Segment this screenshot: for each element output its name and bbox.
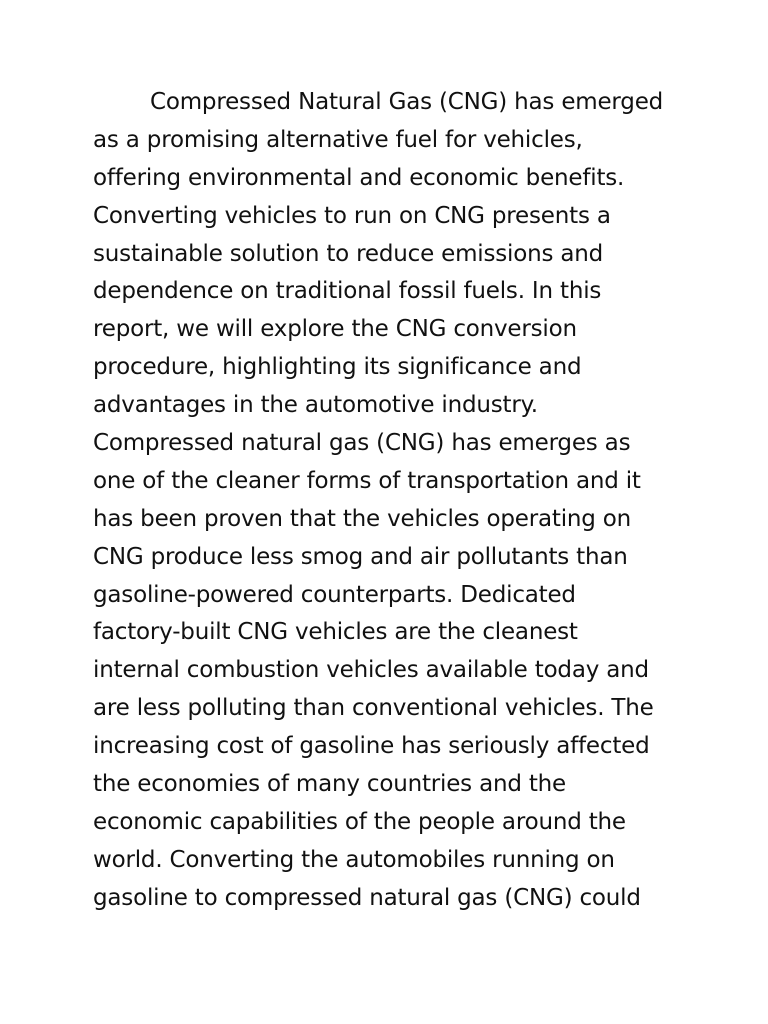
text-line: the economies of many countries and the xyxy=(93,771,566,798)
text-line: increasing cost of gasoline has seriously affected xyxy=(93,733,650,760)
text-line: one of the cleaner forms of transportation and it xyxy=(93,467,641,494)
text-line: world. Converting the automobiles running on xyxy=(93,846,615,873)
text-line: advantages in the automotive industry. xyxy=(93,392,538,419)
text-line: are less polluting than conventional vehicles. The xyxy=(93,695,654,722)
text-line: has been proven that the vehicles operating on xyxy=(93,505,632,532)
text-line: report, we will explore the CNG conversion xyxy=(93,316,577,343)
text-line: Converting vehicles to run on CNG presents a xyxy=(93,202,611,229)
text-line: procedure, highlighting its significance and xyxy=(93,354,582,381)
body-paragraph xyxy=(93,84,693,918)
text-line: dependence on traditional fossil fuels. In this xyxy=(93,278,602,305)
text-line: as a promising alternative fuel for vehicles, xyxy=(93,126,583,153)
text-line: Compressed Natural Gas (CNG) has emerged xyxy=(150,89,664,115)
text-line: gasoline-powered counterparts. Dedicated xyxy=(93,581,576,608)
text-line: gasoline to compressed natural gas (CNG) could xyxy=(93,884,641,911)
text-line: sustainable solution to reduce emissions and xyxy=(93,240,604,267)
text-line: Compressed natural gas (CNG) has emerges as xyxy=(93,430,631,457)
text-line: CNG produce less smog and air pollutants than xyxy=(93,543,628,570)
text-line: factory-built CNG vehicles are the cleanest xyxy=(93,619,578,646)
text-line: internal combustion vehicles available today and xyxy=(93,657,649,684)
text-line: economic capabilities of the people around the xyxy=(93,808,626,835)
text-line: offering environmental and economic benefits. xyxy=(93,164,625,191)
